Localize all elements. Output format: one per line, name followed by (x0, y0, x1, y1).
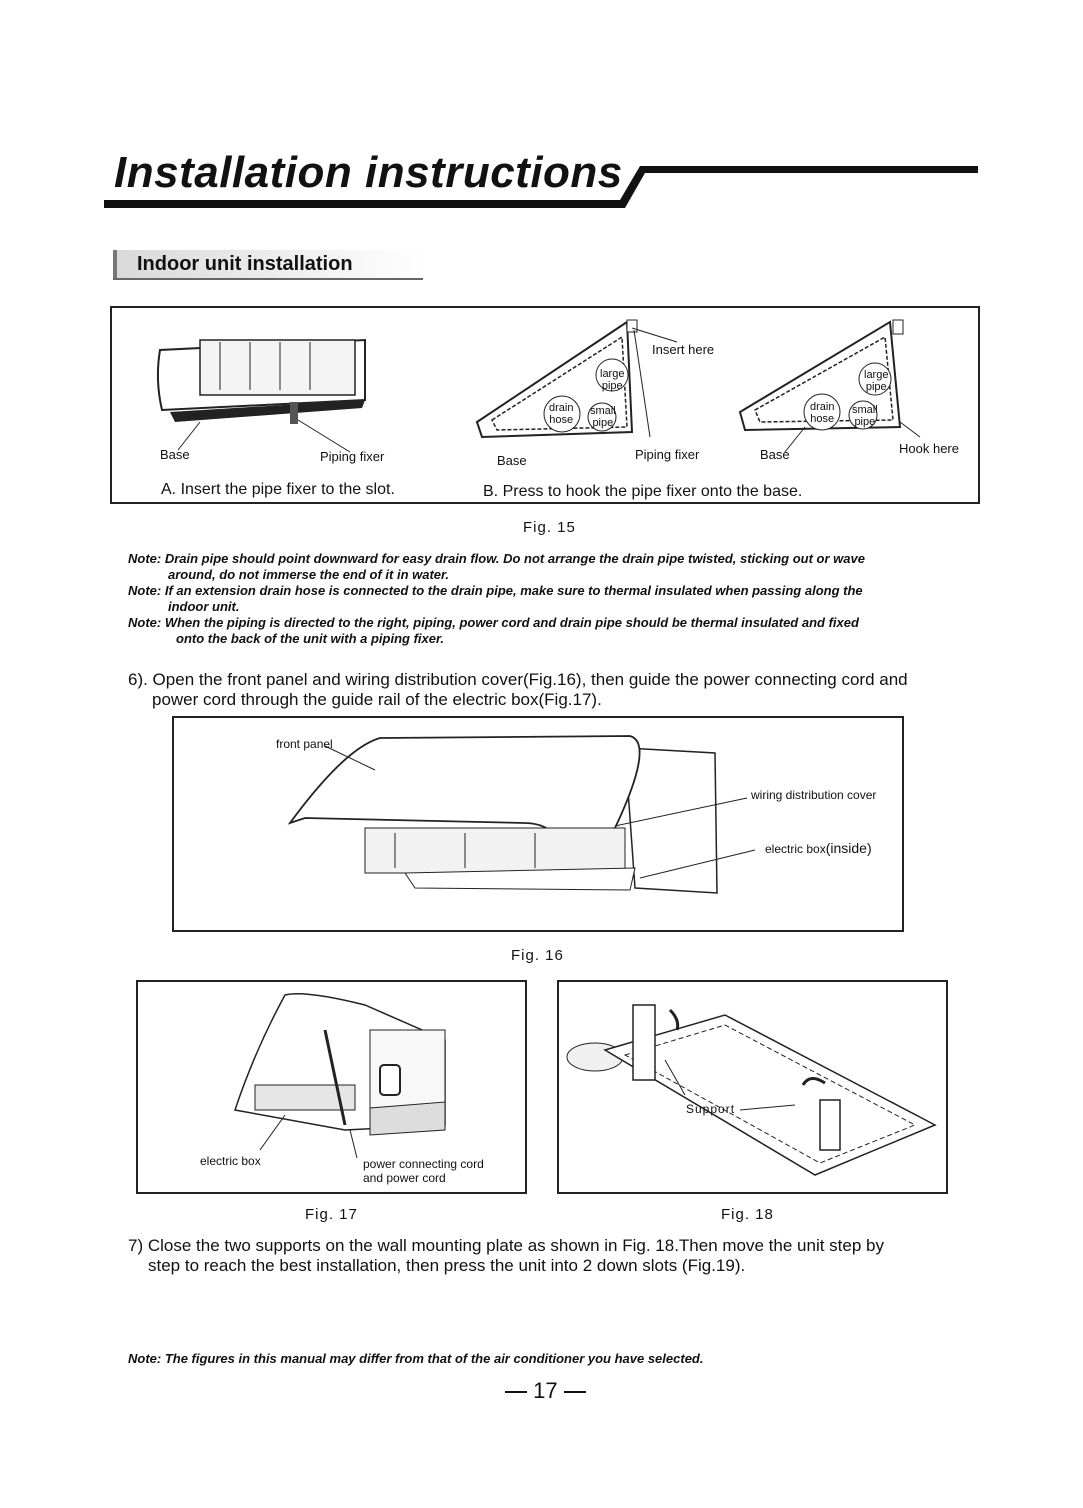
fig15-hook-here-label: Hook here (899, 441, 959, 456)
footer-note: Note: The figures in this manual may differ from that of the air conditioner you have selected. (128, 1351, 704, 1366)
fig15-left-illustration (150, 330, 410, 440)
title-rule (0, 0, 1083, 220)
fig17-electric-box-label: electric box (200, 1154, 261, 1168)
fig15-mid-small-pipe-label: small pipe (590, 405, 616, 429)
fig16-label: Fig. 16 (511, 947, 564, 964)
fig15-middle-illustration (472, 312, 672, 452)
fig15-left-piping-fixer-label: Piping fixer (320, 449, 385, 464)
fig15-label: Fig. 15 (523, 519, 576, 536)
fig15-caption-a: A. Insert the pipe fixer to the slot. (161, 481, 395, 498)
section-title: Indoor unit installation (137, 253, 353, 275)
fig15-mid-piping-fixer-label: Piping fixer (635, 447, 700, 462)
fig15-insert-here-label: Insert here (652, 342, 715, 357)
fig18-illustration (565, 995, 945, 1175)
fig16-electric-box-label: electric box(inside) (765, 840, 872, 856)
fig18-support-label: Support (686, 1102, 736, 1116)
fig15-right-illustration (735, 312, 935, 452)
fig15-right-large-pipe-label: large pipe (864, 369, 889, 393)
step-7-text: 7) Close the two supports on the wall mounting plate as shown in Fig. 18.Then move the unit step by step to reach the best installation, then press the unit into 2 down slots (Fig.19). (128, 1236, 884, 1275)
fig15-right-base-label: Base (760, 447, 790, 462)
fig17-illustration (225, 990, 465, 1150)
fig17-label: Fig. 17 (305, 1206, 358, 1223)
fig15-mid-drain-hose-label: drain hose (549, 402, 574, 426)
page-title: Installation instructions (114, 148, 623, 197)
fig17-power-cord-label: power connecting cord and power cord (363, 1157, 484, 1185)
note-3: Note: When the piping is directed to the right, piping, power cord and drain pipe should be thermal insulated and fixed onto the back of the unit with a piping fixer. (128, 615, 859, 646)
fig15-right-small-pipe-label: small pipe (852, 404, 878, 428)
section-underline (113, 278, 423, 280)
step-6-text: 6). Open the front panel and wiring distribution cover(Fig.16), then guide the power connecting cord and power cord through the guide rail of the electric box(Fig.17). (128, 670, 908, 709)
fig15-mid-base-label: Base (497, 453, 527, 468)
fig16-front-panel-label: front panel (276, 737, 333, 751)
fig15-caption-b: B. Press to hook the pipe fixer onto the base. (483, 483, 803, 500)
note-2: Note: If an extension drain hose is connected to the drain pipe, make sure to thermal insulated when passing along the indoor unit. (128, 583, 863, 614)
fig15-mid-large-pipe-label: large pipe (600, 368, 625, 392)
fig15-right-drain-hose-label: drain hose (810, 401, 835, 425)
fig16-illustration (285, 728, 745, 898)
fig16-wiring-cover-label: wiring distribution cover (751, 788, 877, 802)
fig15-left-base-label: Base (160, 447, 190, 462)
page-number: 17 (505, 1378, 586, 1404)
note-1: Note: Drain pipe should point downward for easy drain flow. Do not arrange the drain pipe twisted, sticking out or wave around, do not immerse the end of it in water. (128, 551, 865, 582)
section-header (113, 250, 423, 280)
fig18-label: Fig. 18 (721, 1206, 774, 1223)
